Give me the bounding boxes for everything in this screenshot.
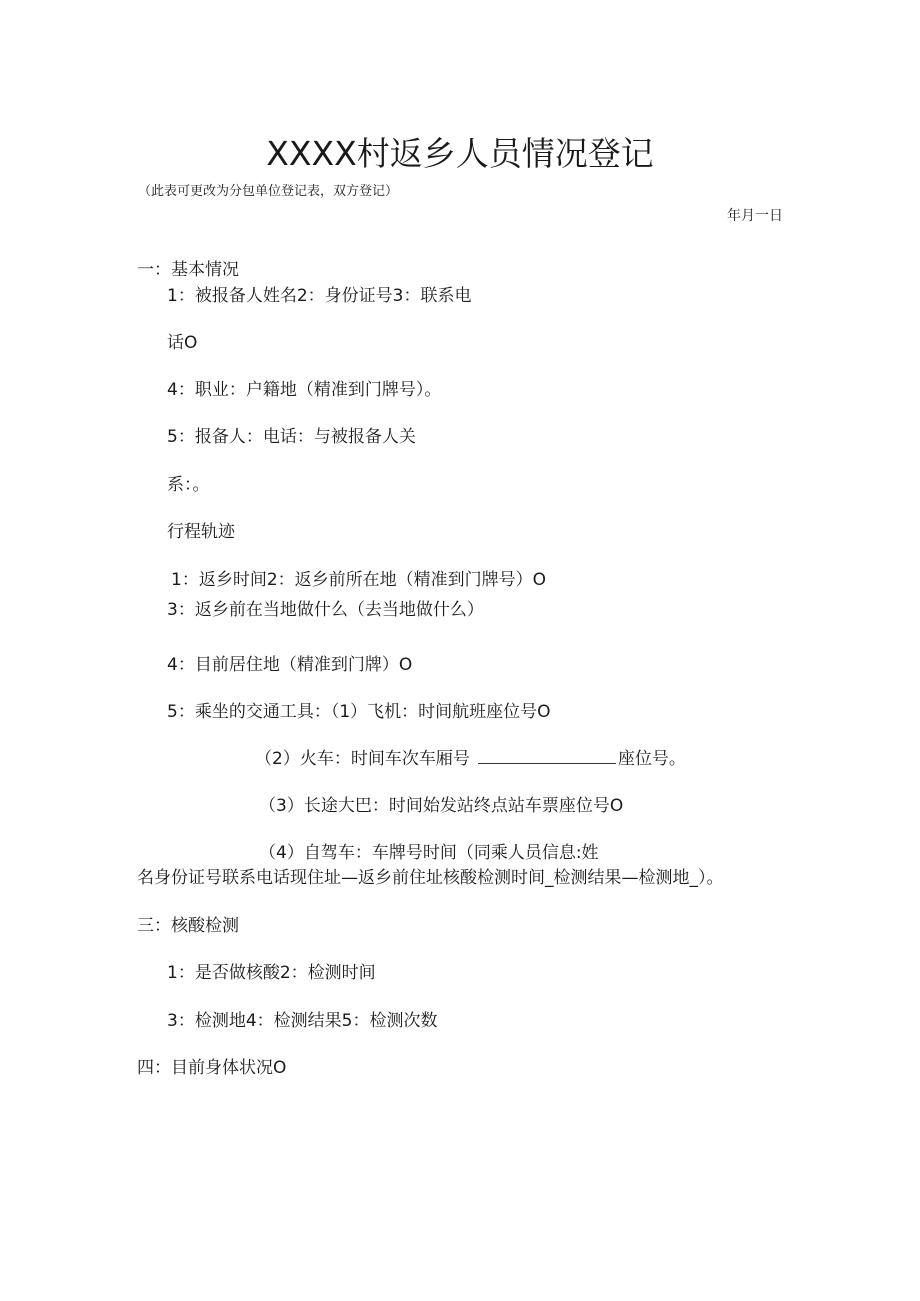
document-title: XXXX村返乡人员情况登记 [266,134,654,173]
text-line: 系：。 [167,475,210,495]
document-note: （此表可更改为分包单位登记表，双方登记） [138,184,399,199]
section-heading-itinerary: 行程轨迹 [167,522,235,542]
section-heading-health: 四：目前身体状况O [137,1058,287,1078]
text-line: 5：乘坐的交通工具：（1）飞机：时间航班座位号O [167,702,551,722]
text-line: 1：返乡时间2：返乡前所在地（精准到门牌号）O [171,570,547,590]
text-line: 5：报备人：电话：与被报备人关 [167,427,416,447]
blank-underline [478,749,616,764]
text-line: 4：职业：户籍地（精准到门牌号）。 [167,380,442,400]
text-line: 1：是否做核酸2：检测时间 [167,963,376,983]
train-label: （2）火车：时间车次车厢号 [255,749,470,769]
text-line-train [255,744,686,769]
text-line: （3）长途大巴：时间始发站终点站车票座位号O [259,796,624,816]
document-date: 年月一日 [727,208,783,224]
section-heading-basic: 一：基本情况 [137,260,239,280]
text-line: 1：被报备人姓名2：身份证号3：联系电 [167,286,472,306]
train-seat-label: 座位号。 [617,749,686,769]
text-line: （4）自驾车：车牌号时间（同乘人员信息:姓 [259,843,599,863]
text-line: 话O [167,333,198,353]
text-line: 4：目前居住地（精准到门牌）O [167,655,413,675]
text-line: 3：返乡前在当地做什么（去当地做什么） [167,600,484,620]
text-line: 名身份证号联系电话现住址—返乡前住址核酸检测时间_检测结果—检测地_）。 [137,868,724,888]
text-line: 3：检测地4：检测结果5：检测次数 [167,1011,438,1031]
section-heading-nucleic: 三：核酸检测 [137,916,239,936]
